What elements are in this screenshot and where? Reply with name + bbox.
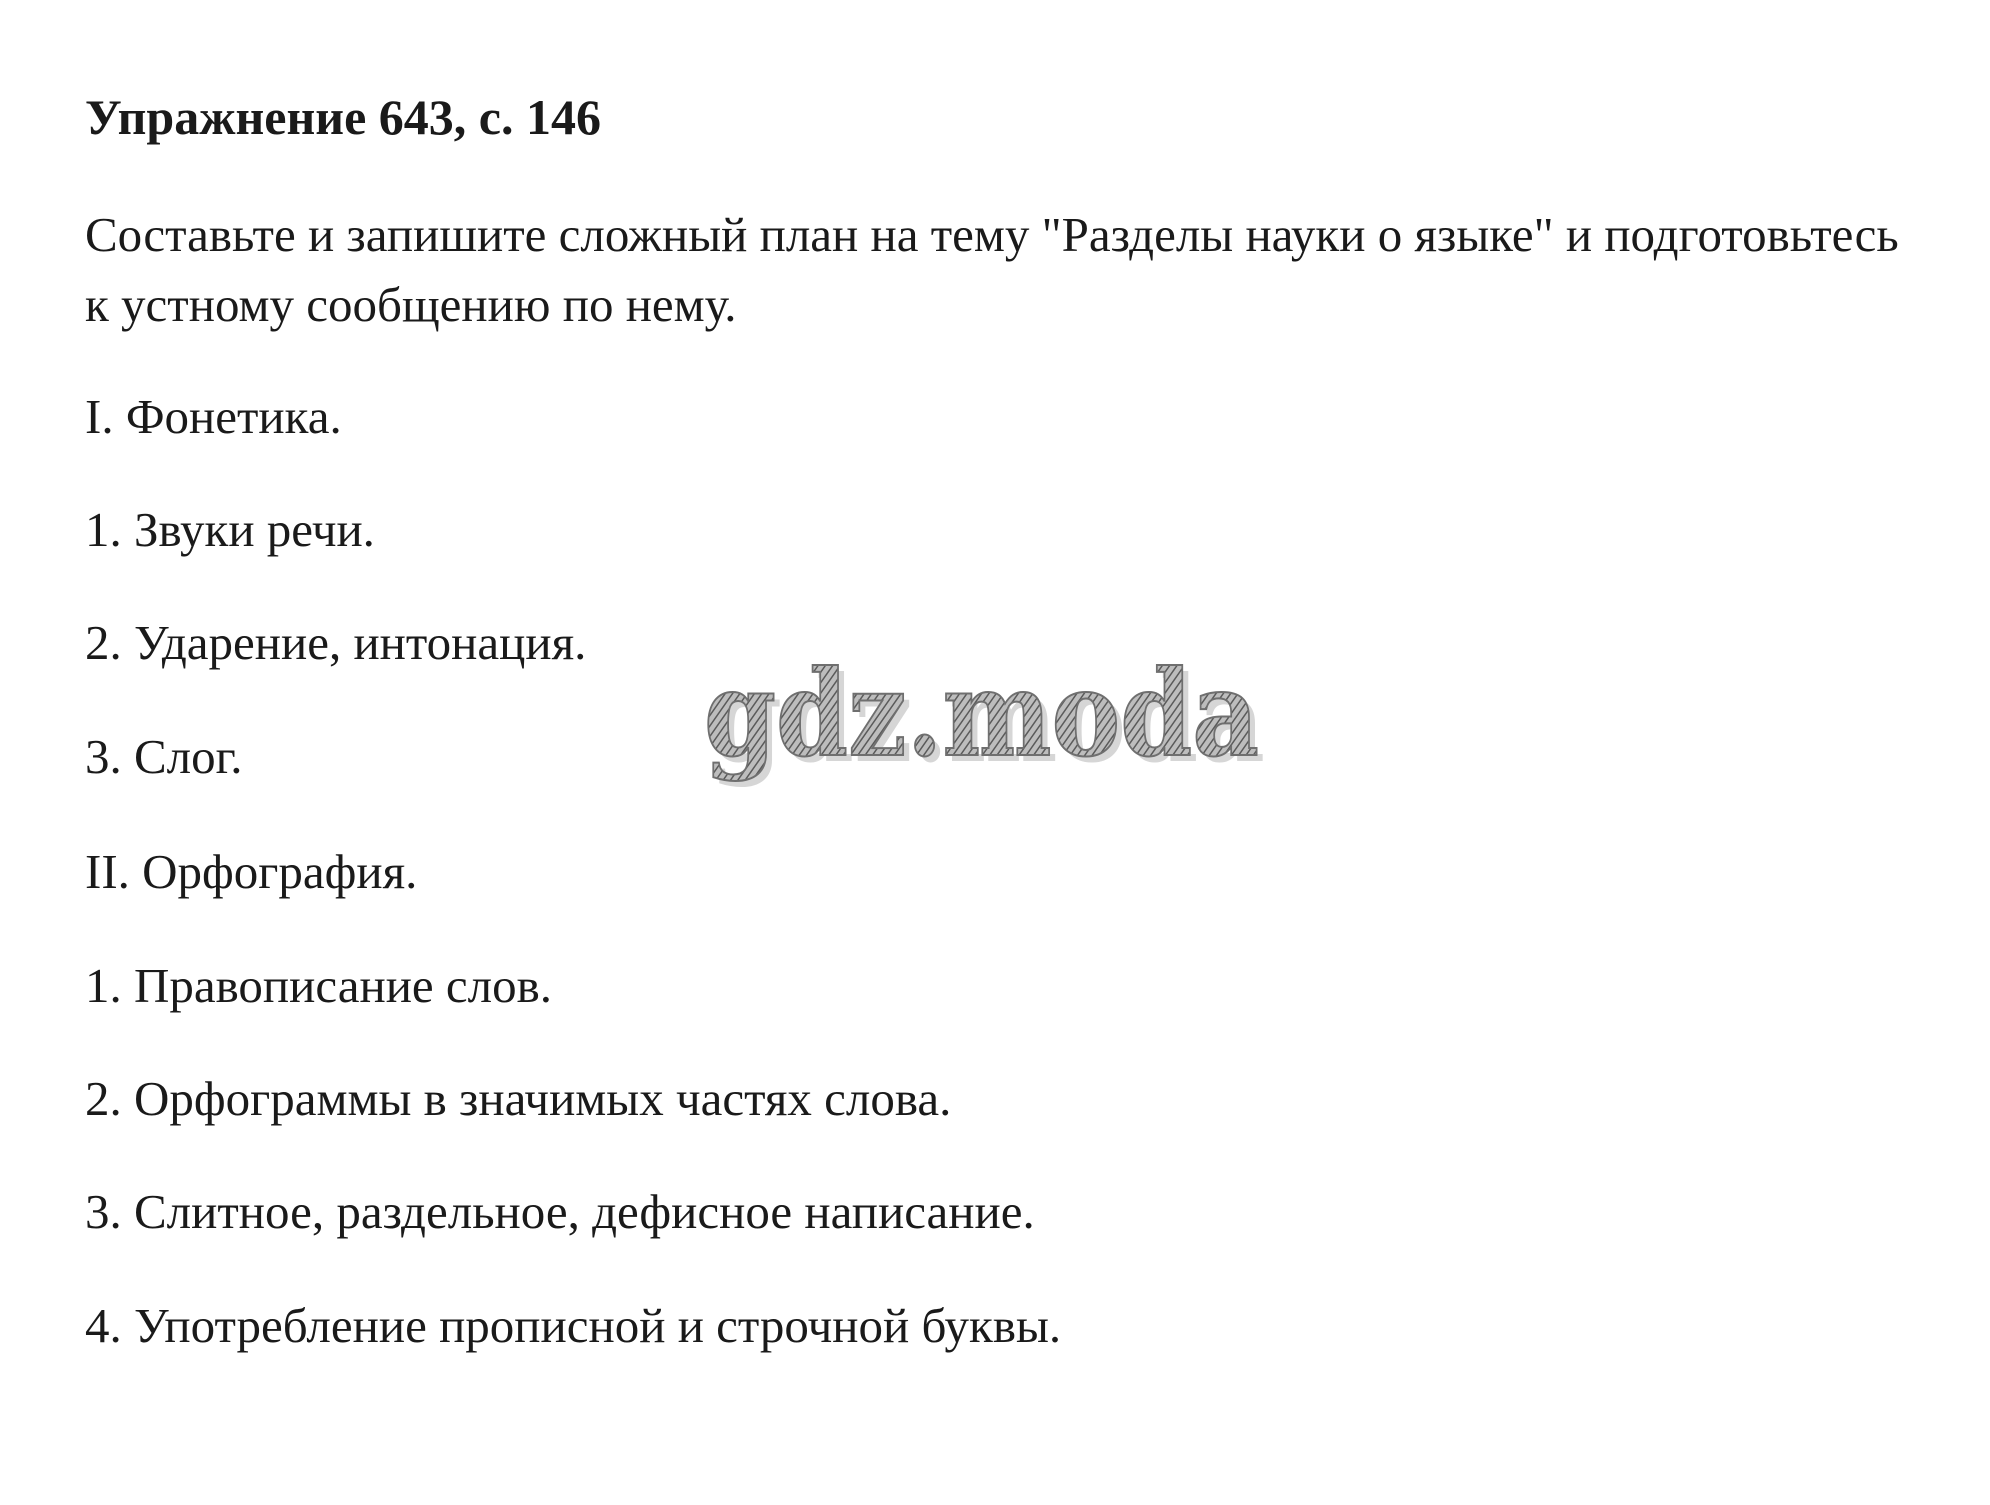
exercise-title: Упражнение 643, с. 146 [85, 89, 601, 145]
plan-item: 1. Звуки речи. [85, 502, 375, 557]
plan-item: 3. Слог. [85, 729, 243, 784]
watermark-graphic [700, 655, 1270, 795]
plan-section-heading: II. Орфография. [85, 844, 418, 899]
watermark-logo [700, 655, 1270, 795]
plan-item: 3. Слитное, раздельное, дефисное написание. [85, 1184, 1035, 1239]
plan-section-heading: I. Фонетика. [85, 389, 342, 444]
plan-item: 2. Орфограммы в значимых частях слова. [85, 1071, 952, 1126]
plan-item: 1. Правописание слов. [85, 958, 553, 1013]
plan-item: 2. Ударение, интонация. [85, 615, 587, 670]
plan-item: 4. Употребление прописной и строчной буквы. [85, 1298, 1062, 1353]
watermark-shadow: gdz.moda [710, 655, 1265, 789]
task-text: Составьте и запишите сложный план на тему "Разделы науки о языке" и подготовьтесь к устному сообщению по нему. [85, 207, 1899, 332]
watermark-text: gdz.moda [704, 655, 1259, 783]
